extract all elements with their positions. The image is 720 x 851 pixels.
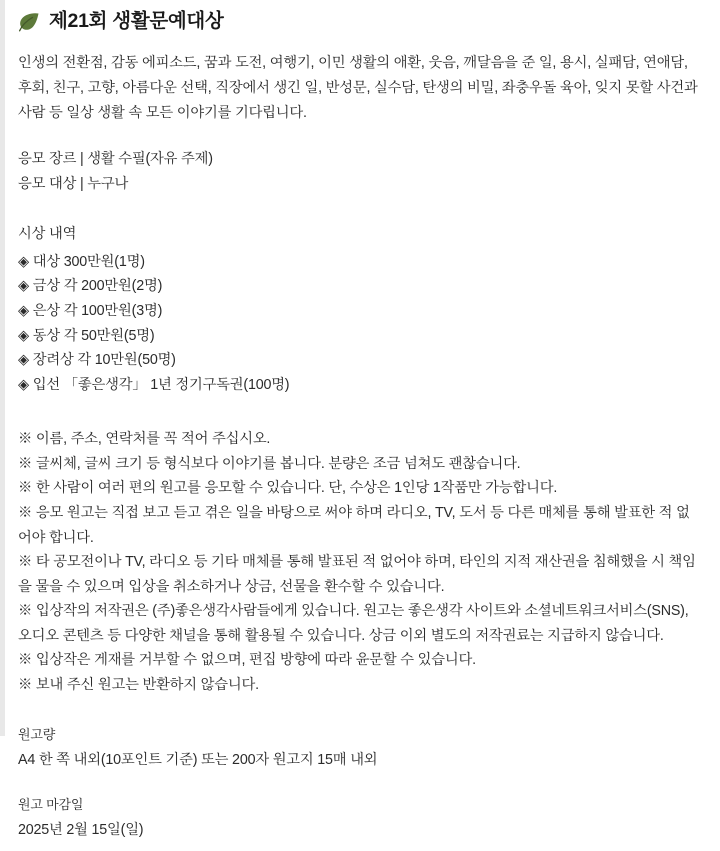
list-item — [18, 299, 702, 324]
list-item — [18, 250, 702, 275]
left-accent-bar — [0, 0, 5, 736]
diamond-bullet-icon: ◈ — [18, 253, 29, 270]
note-line: ※ 응모 원고는 직접 보고 듣고 겪은 일을 바탕으로 써야 하며 라디오, TV, 도서 등 다른 매체를 통해 발표한 적 없어야 합니다. — [18, 505, 690, 546]
deadline-heading: 원고 마감일 — [18, 797, 84, 813]
manuscript-length-section — [18, 724, 702, 773]
manuscript-length-heading: 원고량 — [18, 726, 56, 742]
prizes-section — [18, 222, 702, 397]
prize-label: 입선 「좋은생각」 1년 정기구독권(100명) — [32, 376, 290, 393]
prizes-heading: 시상 내역 — [18, 226, 77, 243]
deadline-body: 2025년 2월 15일(일) — [18, 822, 144, 839]
manuscript-length-body: A4 한 쪽 내외(10포인트 기준) 또는 200자 원고지 15매 내외 — [18, 751, 378, 768]
prize-label: 은상 각 100만원(3명) — [32, 302, 163, 319]
list-item — [18, 373, 702, 398]
prize-label: 장려상 각 10만원(50명) — [32, 352, 176, 369]
note-line: ※ 한 사람이 여러 편의 원고를 응모할 수 있습니다. 단, 수상은 1인당 1작품만 가능합니다. — [18, 480, 558, 497]
diamond-bullet-icon: ◈ — [18, 278, 29, 295]
list-item — [18, 324, 702, 349]
submission-meta — [18, 147, 702, 196]
note-line: ※ 글씨체, 글씨 크기 등 형식보다 이야기를 봅니다. 분량은 조금 넘쳐도 괜찮습니다. — [18, 455, 521, 472]
diamond-bullet-icon: ◈ — [18, 327, 29, 344]
intro-paragraph: 인생의 전환점, 감동 에피소드, 꿈과 도전, 여행기, 이민 생활의 애환, 웃음, 깨달음을 준 일, 용시, 실패담, 연애담, 후회, 친구, 고향, 아름다운 선택, 직장에서 생긴 일, 반성문, 실수담, 탄생의 비밀, 좌충우돌 육아, 잊지 못할 사건과 사람 등 일상 생활 속 모든 이야기를 기다립니다. — [18, 55, 698, 121]
diamond-bullet-icon: ◈ — [18, 352, 29, 369]
prize-label: 대상 300만원(1명) — [32, 253, 145, 270]
list-item — [18, 348, 702, 373]
deadline-section — [18, 794, 702, 843]
genre-line: 응모 장르 | 생활 수필(자유 주제) — [18, 151, 213, 168]
prize-label: 금상 각 200만원(2명) — [32, 278, 163, 295]
document-header — [18, 0, 702, 38]
note-line: ※ 입상작은 게재를 거부할 수 없으며, 편집 방향에 따라 윤문할 수 있습니다. — [18, 652, 476, 669]
note-line: ※ 보내 주신 원고는 반환하지 않습니다. — [18, 677, 259, 694]
note-line: ※ 이름, 주소, 연락처를 꼭 적어 주십시오. — [18, 431, 271, 448]
note-line: ※ 타 공모전이나 TV, 라디오 등 기타 매체를 통해 발표된 적 없어야 하며, 타인의 지적 재산권을 침해했을 시 책임을 물을 수 있으며 입상을 취소하거나 상금, 선물을 환수할 수 있습니다. — [18, 554, 696, 595]
diamond-bullet-icon: ◈ — [18, 302, 29, 319]
notes-section — [18, 427, 702, 697]
note-line: ※ 입상작의 저작권은 (주)좋은생각사람들에게 있습니다. 원고는 좋은생각 사이트와 소셜네트워크서비스(SNS), 오디오 콘텐츠 등 다양한 채널을 통해 활용될 수 있습니다. 상금 이외 별도의 저작권료는 지급하지 않습니다. — [18, 603, 689, 644]
prize-label: 동상 각 50만원(5명) — [32, 327, 155, 344]
leaf-icon — [18, 12, 40, 32]
page-title: 제21회 생활문예대상 — [49, 10, 224, 32]
target-line: 응모 대상 | 누구나 — [18, 175, 129, 192]
list-item — [18, 274, 702, 299]
prizes-list — [18, 250, 702, 397]
diamond-bullet-icon: ◈ — [18, 376, 29, 393]
